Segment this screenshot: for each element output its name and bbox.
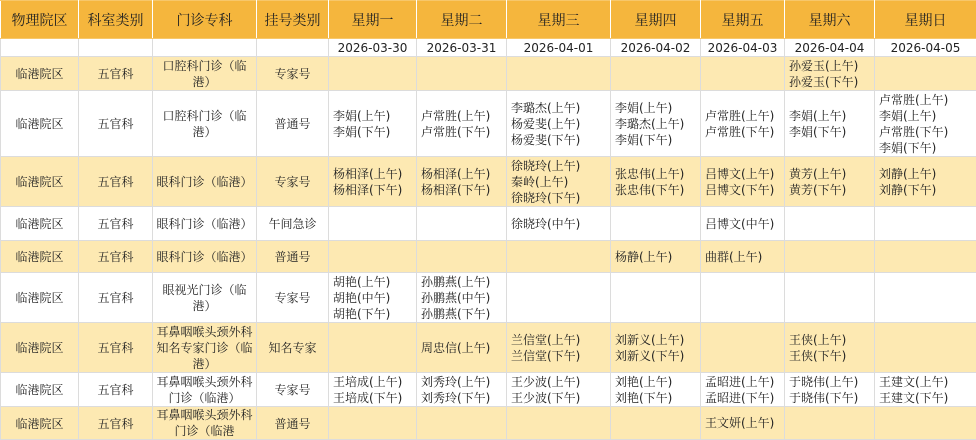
- cell-doctor-slots: [507, 91, 611, 157]
- cell-reg-type: 普通号: [257, 407, 329, 440]
- doctor-slot[interactable]: 于晓伟(下午): [789, 390, 872, 406]
- cell-doctor-slots: [611, 207, 701, 241]
- doctor-slot[interactable]: 杨相泽(上午): [333, 166, 414, 182]
- doctor-slot[interactable]: 兰信堂(下午): [511, 348, 608, 364]
- doctor-slot[interactable]: 王培成(下午): [333, 390, 414, 406]
- cell-doctor-slots: [701, 273, 785, 323]
- cell-clinic: 口腔科门诊（临港）: [153, 91, 257, 157]
- cell-clinic: 眼视光门诊（临港）: [153, 273, 257, 323]
- cell-dept: 五官科: [79, 273, 153, 323]
- doctor-slot[interactable]: 杨爱斐(下午): [511, 132, 608, 148]
- cell-doctor-slots: [329, 241, 417, 273]
- doctor-slot[interactable]: 吕博文(上午): [705, 166, 782, 182]
- date-tuesday: 2026-03-31: [417, 39, 507, 57]
- date-friday: 2026-04-03: [701, 39, 785, 57]
- cell-dept: 五官科: [79, 323, 153, 373]
- doctor-slot[interactable]: 王建文(上午): [879, 374, 974, 390]
- cell-doctor-slots: [701, 207, 785, 241]
- doctor-slot[interactable]: 刘艳(上午): [615, 374, 698, 390]
- cell-doctor-slots: [785, 373, 875, 407]
- cell-reg-type: 普通号: [257, 241, 329, 273]
- doctor-slot[interactable]: 孟昭进(上午): [705, 374, 782, 390]
- doctor-slot[interactable]: 孙鹏燕(中午): [421, 290, 504, 306]
- doctor-slot[interactable]: 徐晓玲(上午): [511, 158, 608, 174]
- cell-doctor-slots: [785, 57, 875, 91]
- cell-doctor-slots: [875, 57, 976, 91]
- cell-doctor-slots: [785, 207, 875, 241]
- cell-doctor-slots: [611, 373, 701, 407]
- doctor-slot[interactable]: 胡艳(上午): [333, 274, 414, 290]
- doctor-slot[interactable]: 卢常胜(上午): [879, 92, 974, 108]
- doctor-slot[interactable]: 刘静(上午): [879, 166, 974, 182]
- cell-doctor-slots: [701, 91, 785, 157]
- cell-dept: 五官科: [79, 57, 153, 91]
- header-monday: 星期一: [329, 1, 417, 39]
- doctor-slot[interactable]: 刘新义(下午): [615, 348, 698, 364]
- cell-campus: 临港院区: [1, 91, 79, 157]
- doctor-slot[interactable]: 刘秀玲(上午): [421, 374, 504, 390]
- doctor-slot[interactable]: 秦岭(上午): [511, 174, 608, 190]
- cell-reg-type: 普通号: [257, 91, 329, 157]
- cell-campus: 临港院区: [1, 373, 79, 407]
- cell-doctor-slots: [507, 207, 611, 241]
- cell-reg-type: 专家号: [257, 157, 329, 207]
- table-row: [1, 273, 976, 323]
- doctor-slot[interactable]: 吕博文(下午): [705, 182, 782, 198]
- doctor-slot[interactable]: 刘静(下午): [879, 182, 974, 198]
- date-monday: 2026-03-30: [329, 39, 417, 57]
- date-wednesday: 2026-04-01: [507, 39, 611, 57]
- doctor-slot[interactable]: 王少波(上午): [511, 374, 608, 390]
- doctor-slot[interactable]: 李娟(下午): [879, 140, 974, 156]
- doctor-slot[interactable]: 王文妍(上午): [705, 415, 782, 431]
- header-tuesday: 星期二: [417, 1, 507, 39]
- cell-clinic: 眼科门诊（临港）: [153, 157, 257, 207]
- doctor-slot[interactable]: 刘秀玲(下午): [421, 390, 504, 406]
- doctor-slot[interactable]: 卢常胜(下午): [879, 124, 974, 140]
- cell-campus: 临港院区: [1, 157, 79, 207]
- table-row: [1, 207, 976, 241]
- cell-doctor-slots: [611, 273, 701, 323]
- cell-doctor-slots: [329, 91, 417, 157]
- cell-doctor-slots: [701, 157, 785, 207]
- table-row: [1, 323, 976, 373]
- cell-doctor-slots: [785, 157, 875, 207]
- doctor-slot[interactable]: 卢常胜(上午): [705, 108, 782, 124]
- cell-doctor-slots: [875, 91, 976, 157]
- cell-reg-type: 专家号: [257, 57, 329, 91]
- doctor-slot[interactable]: 杨相泽(上午): [421, 166, 504, 182]
- date-sunday: 2026-04-05: [875, 39, 976, 57]
- cell-clinic: 耳鼻咽喉头颈外科门诊（临港: [153, 407, 257, 440]
- header-thursday: 星期四: [611, 1, 701, 39]
- cell-doctor-slots: [875, 207, 976, 241]
- cell-doctor-slots: [329, 373, 417, 407]
- header-saturday: 星期六: [785, 1, 875, 39]
- doctor-slot[interactable]: 卢常胜(下午): [705, 124, 782, 140]
- doctor-slot[interactable]: 杨静(上午): [615, 249, 698, 265]
- doctor-slot[interactable]: 王侠(下午): [789, 348, 872, 364]
- header-sunday: 星期日: [875, 1, 976, 39]
- cell-doctor-slots: [329, 407, 417, 440]
- doctor-slot[interactable]: 周忠信(上午): [421, 340, 504, 356]
- cell-doctor-slots: [611, 157, 701, 207]
- cell-doctor-slots: [507, 323, 611, 373]
- doctor-slot[interactable]: 曲群(上午): [705, 249, 782, 265]
- cell-doctor-slots: [611, 407, 701, 440]
- date-thursday: 2026-04-02: [611, 39, 701, 57]
- doctor-slot[interactable]: 杨爱斐(上午): [511, 116, 608, 132]
- doctor-slot[interactable]: 李娟(上午): [615, 100, 698, 116]
- header-dept: 科室类别: [79, 1, 153, 39]
- header-reg-type: 挂号类别: [257, 1, 329, 39]
- cell-doctor-slots: [329, 157, 417, 207]
- cell-doctor-slots: [329, 57, 417, 91]
- table-row: [1, 407, 976, 440]
- cell-clinic: 口腔科门诊（临港）: [153, 57, 257, 91]
- doctor-slot[interactable]: 李娟(下午): [333, 124, 414, 140]
- cell-campus: 临港院区: [1, 207, 79, 241]
- doctor-slot[interactable]: 杨相泽(下午): [333, 182, 414, 198]
- cell-doctor-slots: [701, 407, 785, 440]
- cell-doctor-slots: [417, 373, 507, 407]
- cell-doctor-slots: [875, 273, 976, 323]
- doctor-slot[interactable]: 黄芳(下午): [789, 182, 872, 198]
- doctor-slot[interactable]: 王侠(上午): [789, 332, 872, 348]
- table-row: [1, 91, 976, 157]
- doctor-slot[interactable]: 兰信堂(上午): [511, 332, 608, 348]
- header-wednesday: 星期三: [507, 1, 611, 39]
- table-row: [1, 57, 976, 91]
- cell-doctor-slots: [785, 407, 875, 440]
- doctor-slot[interactable]: 李娟(上午): [879, 108, 974, 124]
- cell-doctor-slots: [329, 207, 417, 241]
- cell-doctor-slots: [611, 241, 701, 273]
- cell-doctor-slots: [611, 323, 701, 373]
- date-blank: [257, 39, 329, 57]
- cell-reg-type: 午间急诊: [257, 207, 329, 241]
- doctor-slot[interactable]: 李娟(上午): [789, 108, 872, 124]
- doctor-slot[interactable]: 刘新义(上午): [615, 332, 698, 348]
- doctor-slot[interactable]: 孙爱玉(下午): [789, 74, 872, 90]
- cell-clinic: 眼科门诊（临港）: [153, 207, 257, 241]
- cell-doctor-slots: [507, 157, 611, 207]
- doctor-slot[interactable]: 吕博文(中午): [705, 216, 782, 232]
- date-row: [1, 39, 976, 57]
- doctor-slot[interactable]: 李娟(下午): [789, 124, 872, 140]
- doctor-slot[interactable]: 李娟(下午): [615, 132, 698, 148]
- cell-doctor-slots: [507, 373, 611, 407]
- cell-doctor-slots: [507, 241, 611, 273]
- cell-doctor-slots: [417, 57, 507, 91]
- table-row: [1, 157, 976, 207]
- doctor-slot[interactable]: 徐晓玲(中午): [511, 216, 608, 232]
- header-row: [1, 1, 976, 39]
- cell-doctor-slots: [417, 323, 507, 373]
- date-blank: [79, 39, 153, 57]
- header-campus: 物理院区: [1, 1, 79, 39]
- doctor-slot[interactable]: 徐晓玲(下午): [511, 190, 608, 206]
- cell-doctor-slots: [329, 273, 417, 323]
- doctor-slot[interactable]: 李璐杰(上午): [615, 116, 698, 132]
- doctor-slot[interactable]: 胡艳(下午): [333, 306, 414, 322]
- doctor-slot[interactable]: 孟昭进(下午): [705, 390, 782, 406]
- cell-doctor-slots: [417, 157, 507, 207]
- cell-doctor-slots: [611, 91, 701, 157]
- doctor-slot[interactable]: 刘艳(下午): [615, 390, 698, 406]
- cell-doctor-slots: [785, 241, 875, 273]
- cell-dept: 五官科: [79, 241, 153, 273]
- cell-dept: 五官科: [79, 207, 153, 241]
- doctor-slot[interactable]: 孙鹏燕(上午): [421, 274, 504, 290]
- cell-doctor-slots: [875, 323, 976, 373]
- doctor-slot[interactable]: 于晓伟(上午): [789, 374, 872, 390]
- doctor-slot[interactable]: 李璐杰(上午): [511, 100, 608, 116]
- date-blank: [153, 39, 257, 57]
- cell-campus: 临港院区: [1, 57, 79, 91]
- cell-doctor-slots: [701, 241, 785, 273]
- cell-doctor-slots: [701, 57, 785, 91]
- cell-doctor-slots: [417, 91, 507, 157]
- date-saturday: 2026-04-04: [785, 39, 875, 57]
- cell-doctor-slots: [875, 241, 976, 273]
- doctor-slot[interactable]: 王少波(下午): [511, 390, 608, 406]
- table-row: [1, 241, 976, 273]
- cell-doctor-slots: [875, 407, 976, 440]
- cell-doctor-slots: [701, 373, 785, 407]
- doctor-slot[interactable]: 张忠伟(上午): [615, 166, 698, 182]
- cell-doctor-slots: [785, 323, 875, 373]
- cell-doctor-slots: [875, 373, 976, 407]
- cell-dept: 五官科: [79, 91, 153, 157]
- cell-doctor-slots: [701, 323, 785, 373]
- cell-dept: 五官科: [79, 407, 153, 440]
- header-clinic: 门诊专科: [153, 1, 257, 39]
- cell-doctor-slots: [417, 207, 507, 241]
- cell-doctor-slots: [417, 407, 507, 440]
- cell-clinic: 耳鼻咽喉头颈外科知名专家门诊（临港）: [153, 323, 257, 373]
- cell-campus: 临港院区: [1, 241, 79, 273]
- cell-clinic: 眼科门诊（临港）: [153, 241, 257, 273]
- doctor-slot[interactable]: 杨相泽(下午): [421, 182, 504, 198]
- doctor-slot[interactable]: 李娟(上午): [333, 108, 414, 124]
- doctor-slot[interactable]: 黄芳(上午): [789, 166, 872, 182]
- cell-doctor-slots: [785, 91, 875, 157]
- doctor-slot[interactable]: 孙爱玉(上午): [789, 58, 872, 74]
- doctor-slot[interactable]: 张忠伟(下午): [615, 182, 698, 198]
- table-row: [1, 373, 976, 407]
- cell-reg-type: 专家号: [257, 373, 329, 407]
- cell-campus: 临港院区: [1, 323, 79, 373]
- cell-reg-type: 知名专家: [257, 323, 329, 373]
- cell-dept: 五官科: [79, 157, 153, 207]
- schedule-body: [1, 57, 976, 440]
- cell-clinic: 耳鼻咽喉头颈外科门诊（临港）: [153, 373, 257, 407]
- doctor-slot[interactable]: 胡艳(中午): [333, 290, 414, 306]
- doctor-slot[interactable]: 王培成(上午): [333, 374, 414, 390]
- doctor-slot[interactable]: 卢常胜(上午): [421, 108, 504, 124]
- doctor-slot[interactable]: 卢常胜(下午): [421, 124, 504, 140]
- cell-doctor-slots: [875, 157, 976, 207]
- cell-doctor-slots: [611, 57, 701, 91]
- cell-doctor-slots: [329, 323, 417, 373]
- doctor-slot[interactable]: 王建文(下午): [879, 390, 974, 406]
- cell-reg-type: 专家号: [257, 273, 329, 323]
- cell-doctor-slots: [417, 273, 507, 323]
- cell-doctor-slots: [507, 407, 611, 440]
- doctor-slot[interactable]: 孙鹏燕(下午): [421, 306, 504, 322]
- cell-doctor-slots: [507, 57, 611, 91]
- cell-doctor-slots: [417, 241, 507, 273]
- cell-dept: 五官科: [79, 373, 153, 407]
- cell-campus: 临港院区: [1, 273, 79, 323]
- cell-doctor-slots: [785, 273, 875, 323]
- date-blank: [1, 39, 79, 57]
- cell-doctor-slots: [507, 273, 611, 323]
- header-friday: 星期五: [701, 1, 785, 39]
- cell-campus: 临港院区: [1, 407, 79, 440]
